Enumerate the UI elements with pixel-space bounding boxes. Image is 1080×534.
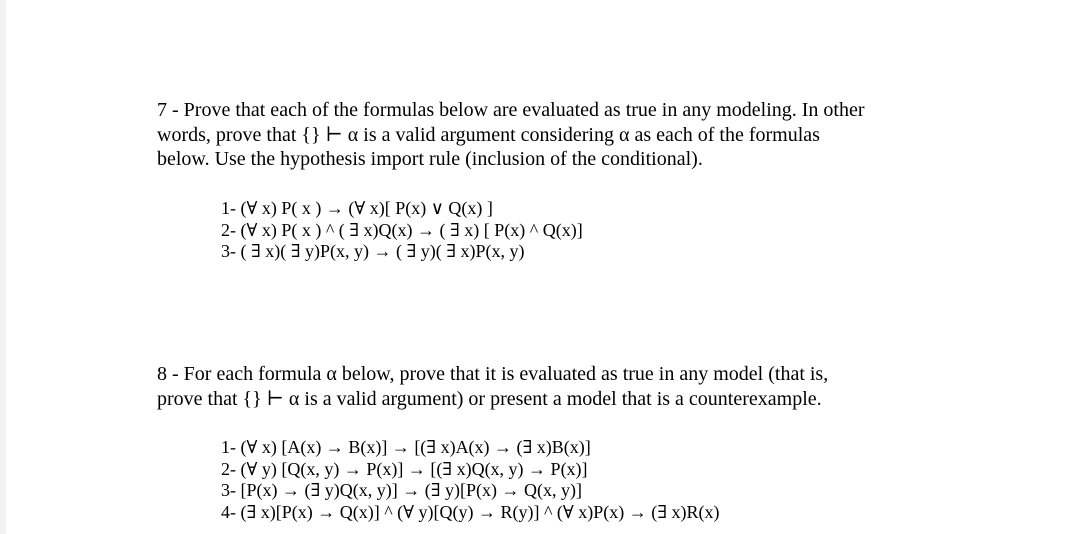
- question-7-formula-3: 3- ( ∃ x)( ∃ y)P(x, y) → ( ∃ y)( ∃ x)P(x, y): [221, 241, 525, 261]
- question-7-formula-1: 1- (∀ x) P( x ) → (∀ x)[ P(x) ∨ Q(x) ]: [221, 198, 493, 218]
- question-8-formula-list: [221, 437, 720, 523]
- question-8-prompt-line: prove that {} ⊢ α is a valid argument) or present a model that is a counterexample.: [157, 387, 822, 410]
- question-8-formula-4: 4- (∃ x)[P(x) → Q(x)] ^ (∀ y)[Q(y) → R(y)] ^ (∀ x)P(x) → (∃ x)R(x): [221, 501, 720, 522]
- question-7-formula-list: [221, 198, 583, 263]
- question-7-prompt-line: below. Use the hypothesis import rule (inclusion of the conditional).: [157, 148, 703, 170]
- question-7-prompt: [157, 98, 937, 172]
- question-7-prompt-line: words, prove that {} ⊢ α is a valid argument considering α as each of the formulas: [157, 123, 820, 146]
- question-8-formula-1: 1- (∀ x) [A(x) → B(x)] → [(∃ x)A(x) → (∃ x)B(x)]: [221, 437, 591, 457]
- question-8-formula-3: 3- [P(x) → (∃ y)Q(x, y)] → (∃ y)[P(x) → Q(x, y)]: [221, 480, 582, 500]
- page-left-margin: [0, 0, 6, 534]
- question-8-prompt: [157, 362, 937, 411]
- question-7-prompt-line: 7 - Prove that each of the formulas below are evaluated as true in any modeling. In other: [157, 99, 865, 121]
- question-8-prompt-line: 8 - For each formula α below, prove that it is evaluated as true in any model (that is,: [157, 363, 829, 385]
- question-8-formula-2: 2- (∀ y) [Q(x, y) → P(x)] → [(∃ x)Q(x, y) → P(x)]: [221, 458, 588, 479]
- question-7-formula-2: 2- (∀ x) P( x ) ^ ( ∃ x)Q(x) → ( ∃ x) [ P(x) ^ Q(x)]: [221, 219, 583, 240]
